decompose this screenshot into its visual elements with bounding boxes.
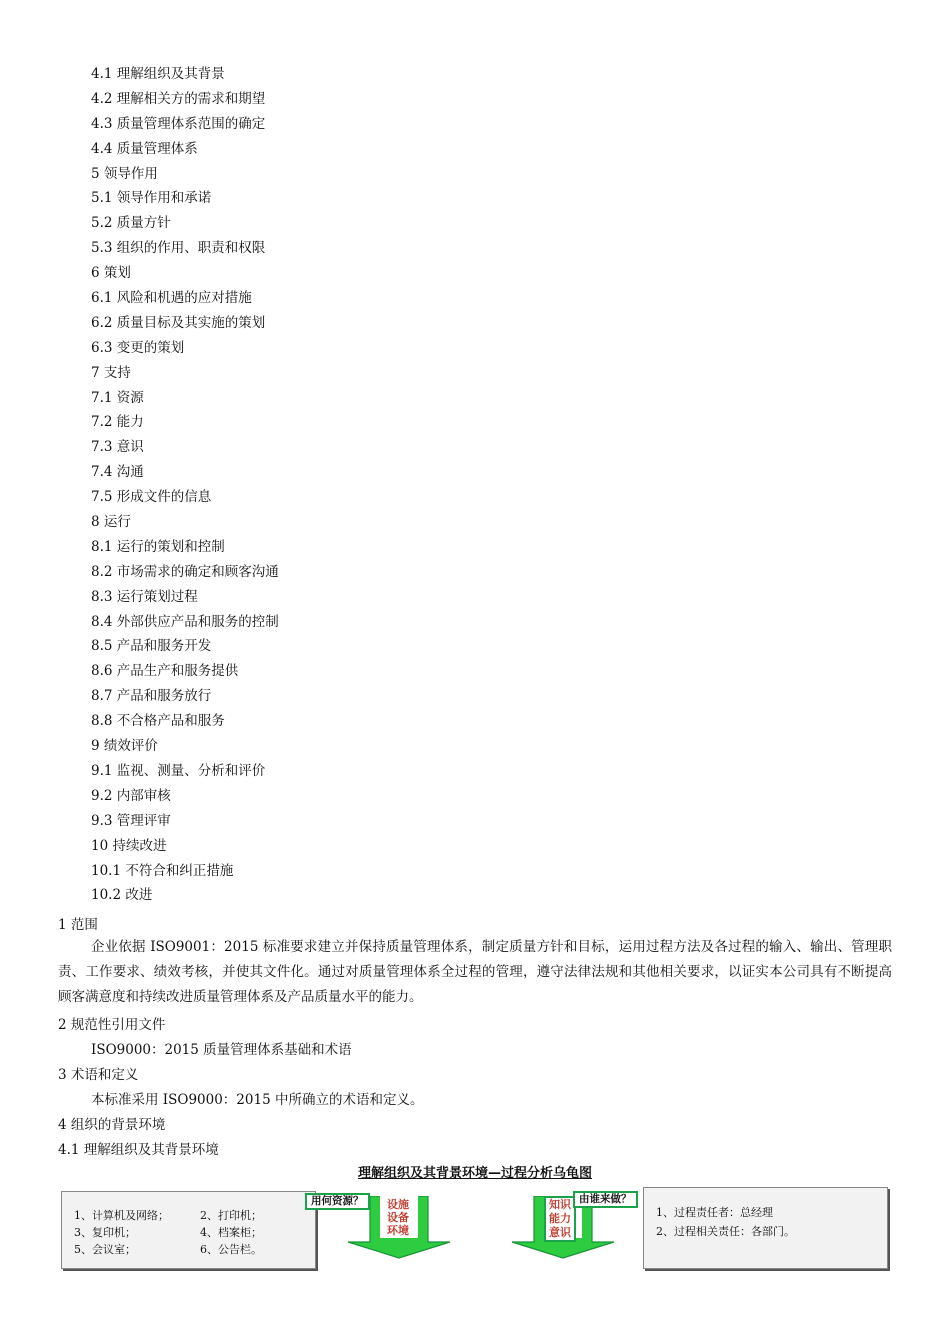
toc-item: 7.1 资源 (91, 389, 144, 406)
toc-item: 5.1 领导作用和承诺 (91, 190, 212, 207)
section-4-1-heading: 4.1 理解组织及其背景环境 (58, 1142, 219, 1158)
section-3-text: 本标准采用 ISO9000：2015 中所确立的术语和定义。 (91, 1092, 424, 1108)
toc-item: 8.6 产品生产和服务提供 (91, 663, 239, 680)
toc-item: 9.2 内部审核 (91, 787, 171, 804)
toc-item: 6 策划 (91, 265, 131, 282)
toc-item: 10 持续改进 (91, 837, 167, 854)
resource-item: 2、打印机； (200, 1209, 262, 1222)
toc-item: 6.3 变更的策划 (91, 339, 185, 356)
toc-item: 8 运行 (91, 514, 131, 531)
toc-item: 8.1 运行的策划和控制 (91, 538, 225, 555)
responsibility-box (643, 1187, 888, 1269)
toc-item: 4.1 理解组织及其背景 (91, 66, 225, 82)
responsibility-item: 2、过程相关责任：各部门。 (656, 1225, 795, 1238)
toc-item: 5.3 组织的作用、职责和权限 (91, 240, 266, 257)
resource-item: 5、会议室； (74, 1243, 136, 1256)
toc-item: 6.2 质量目标及其实施的策划 (91, 314, 266, 331)
who-question-label: 由谁来做？ (573, 1191, 638, 1208)
toc-item: 8.7 产品和服务放行 (91, 688, 212, 705)
toc-item: 10.2 改进 (91, 887, 153, 904)
section-1-paragraph: 企业依据 ISO9001：2015 标准要求建立并保持质量管理体系，制定质量方针和目标，运用过程方法及各过程的输入、输出、管理职责、工作要求、绩效考核，并使其文件化。通过对质量管理体系全过程的管理，遵守法律法规和其他相关要求，以证实本公司具有不断提高顾客满意度和持续改进质量管理体系及产品质量水平的能力。 (58, 939, 892, 1005)
toc-item: 9 绩效评价 (91, 738, 158, 755)
section-2-heading: 2 规范性引用文件 (58, 1017, 166, 1033)
toc-item: 8.2 市场需求的确定和顾客沟通 (91, 563, 279, 580)
toc-item: 4.3 质量管理体系范围的确定 (91, 115, 266, 132)
toc-item: 8.3 运行策划过程 (91, 588, 198, 605)
toc-item: 4.4 质量管理体系 (91, 140, 198, 157)
toc-item: 8.5 产品和服务开发 (91, 638, 212, 655)
resource-item: 4、档案柜； (200, 1226, 262, 1239)
section-1-heading: 1 范围 (58, 917, 98, 933)
toc-item: 9.3 管理评审 (91, 812, 171, 829)
toc-item: 9.1 监视、测量、分析和评价 (91, 762, 266, 779)
toc-item: 6.1 风险和机遇的应对措施 (91, 290, 252, 307)
toc-item: 7.4 沟通 (91, 464, 144, 481)
resources-box (61, 1191, 316, 1269)
resource-words: 设施 设备 环境 (387, 1198, 409, 1237)
toc-item: 7.5 形成文件的信息 (91, 489, 212, 506)
responsibility-item: 1、过程责任者：总经理 (656, 1206, 773, 1219)
resource-item: 1、计算机及网络； (74, 1209, 169, 1222)
toc-item: 5 领导作用 (91, 165, 158, 182)
who-words: 知识 能力 意识 (544, 1196, 576, 1242)
section-3-heading: 3 术语和定义 (58, 1067, 139, 1083)
table-of-contents (91, 62, 279, 908)
toc-item: 8.8 不合格产品和服务 (91, 713, 225, 730)
toc-item: 5.2 质量方针 (91, 215, 171, 232)
toc-item: 7.3 意识 (91, 439, 144, 456)
toc-item: 7.2 能力 (91, 414, 144, 431)
resource-item: 6、公告栏。 (200, 1243, 262, 1256)
resource-question-label: 用何资源？ (305, 1193, 370, 1210)
section-4-heading: 4 组织的背景环境 (58, 1117, 166, 1133)
toc-item: 4.2 理解相关方的需求和期望 (91, 90, 266, 107)
diagram-title: 理解组织及其背景环境—过程分析乌龟图 (357, 1166, 592, 1181)
toc-item: 8.4 外部供应产品和服务的控制 (91, 613, 279, 630)
toc-item: 7 支持 (91, 364, 131, 381)
section-2-reference: ISO9000：2015 质量管理体系基础和术语 (91, 1042, 352, 1058)
toc-item: 10.1 不符合和纠正措施 (91, 862, 234, 879)
resource-item: 3、复印机； (74, 1226, 136, 1239)
